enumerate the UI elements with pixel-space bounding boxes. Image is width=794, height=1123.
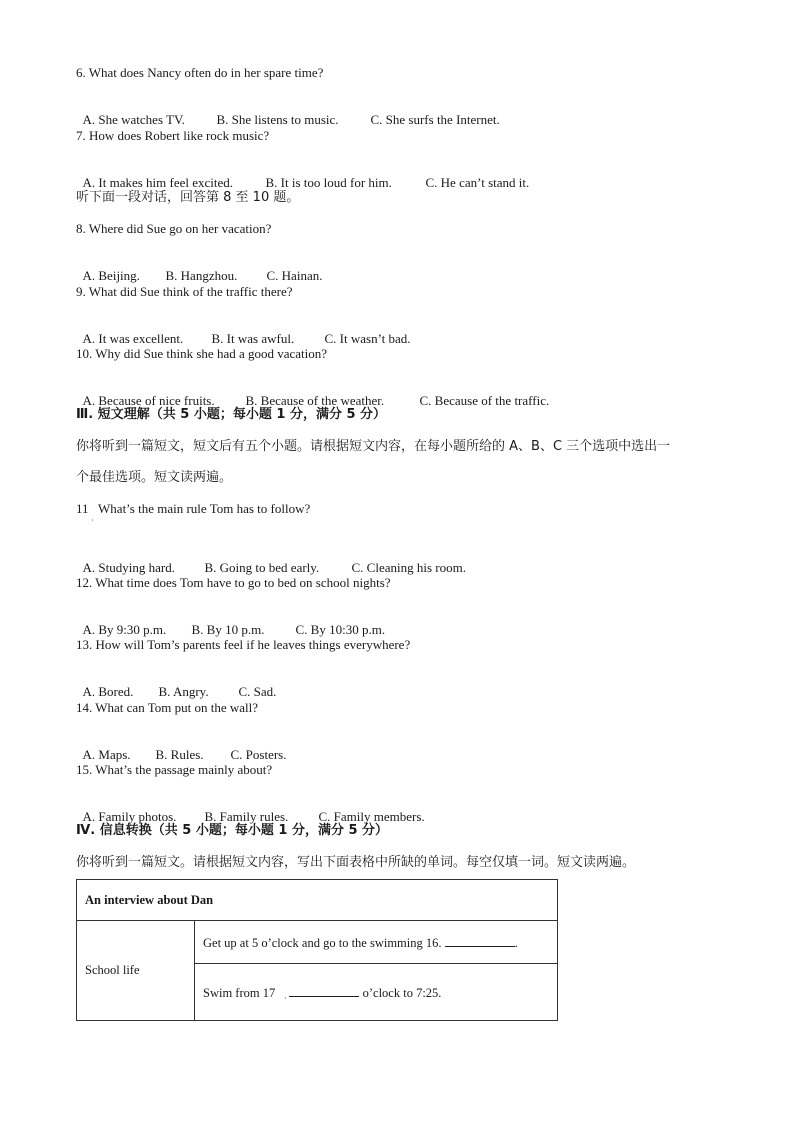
option-b: B. Going to bed early. <box>204 560 320 575</box>
option-b: B. It was awful. <box>211 331 295 346</box>
option-b: B. Rules. <box>155 747 204 762</box>
option-a: A. Studying hard. <box>82 560 175 575</box>
options-13 <box>76 668 276 700</box>
table-cell-17 <box>195 964 558 1021</box>
options-12 <box>76 606 385 638</box>
option-a: A. By 9:30 p.m. <box>82 622 167 637</box>
option-b: B. She listens to music. <box>216 112 339 127</box>
table-cell-17-pre: Swim from 17 <box>203 985 276 1000</box>
table-cell-16-text: Get up at 5 o’clock and go to the swimming 16. <box>203 935 442 950</box>
question-12: 12. What time does Tom have to go to bed on school nights? <box>76 575 391 590</box>
option-c: C. Hainan. <box>266 268 323 283</box>
options-9 <box>76 315 411 347</box>
section-4-intro: 你将听到一篇短文。请根据短文内容，写出下面表格中所缺的单词。每空仅填一词。短文读两遍。 <box>76 855 636 870</box>
question-7: 7. How does Robert like rock music? <box>76 128 270 143</box>
option-a: A. Family photos. <box>82 809 177 824</box>
option-a: A. Because of nice fruits. <box>82 393 215 408</box>
table-cell-17-post: o’clock to 7:25. <box>362 985 442 1000</box>
info-table <box>76 879 558 1021</box>
option-c: C. Posters. <box>230 747 287 762</box>
option-c: C. She surfs the Internet. <box>370 112 500 127</box>
options-7 <box>76 159 529 191</box>
question-11: 11 What’s the main rule Tom has to follow? <box>76 501 311 516</box>
option-c: C. Family members. <box>318 809 425 824</box>
option-a: A. Beijing. <box>82 268 140 283</box>
options-10 <box>76 377 549 409</box>
instruction-8-10: 听下面一段对话，回答第 8 至 10 题。 <box>76 190 300 205</box>
table-cell-16: Get up at 5 o’clock and go to the swimming 16. . <box>195 921 558 964</box>
table-row-label: School life <box>77 921 195 1021</box>
option-c: C. By 10:30 p.m. <box>295 622 386 637</box>
options-14 <box>76 731 286 763</box>
section-3-heading: Ⅲ. 短文理解（共 5 小题；每小题 1 分，满分 5 分） <box>76 407 387 422</box>
section-4-heading: Ⅳ. 信息转换（共 5 小题；每小题 1 分，满分 5 分） <box>76 823 389 838</box>
option-a: A. She watches TV. <box>82 112 185 127</box>
question-15: 15. What’s the passage mainly about? <box>76 762 273 777</box>
option-a: A. Maps. <box>82 747 131 762</box>
emphasis-dot: · <box>284 994 287 1003</box>
question-8: 8. Where did Sue go on her vacation? <box>76 221 272 236</box>
options-8 <box>76 252 322 284</box>
section-3-intro-line1: 你将听到一篇短文，短文后有五个小题。请根据短文内容，在每小题所给的 A、B、C 三个选项中选出一 <box>76 439 671 454</box>
blank-16[interactable] <box>445 934 515 947</box>
option-b: B. It is too loud for him. <box>265 175 392 190</box>
option-c: C. He can’t stand it. <box>425 175 530 190</box>
blank-17[interactable] <box>289 984 359 997</box>
question-14: 14. What can Tom put on the wall? <box>76 700 259 715</box>
options-15 <box>76 793 425 825</box>
option-c: C. It wasn’t bad. <box>324 331 411 346</box>
table-title: An interview about Dan <box>77 880 558 921</box>
option-a: A. It makes him feel excited. <box>82 175 234 190</box>
options-6 <box>76 96 500 128</box>
question-9: 9. What did Sue think of the traffic there? <box>76 284 293 299</box>
option-c: C. Sad. <box>238 684 277 699</box>
option-a: A. It was excellent. <box>82 331 184 346</box>
option-a: A. Bored. <box>82 684 134 699</box>
option-c: C. Cleaning his room. <box>351 560 466 575</box>
option-b: B. By 10 p.m. <box>191 622 265 637</box>
option-b: B. Angry. <box>158 684 209 699</box>
option-c: C. Because of the traffic. <box>419 393 550 408</box>
option-b: B. Because of the weather. <box>245 393 385 408</box>
option-b: B. Hangzhou. <box>165 268 238 283</box>
option-b: B. Family rules. <box>204 809 289 824</box>
question-10: 10. Why did Sue think she had a good vacation? <box>76 346 328 361</box>
question-6: 6. What does Nancy often do in her spare time? <box>76 65 324 80</box>
emphasis-dot: · <box>91 516 94 525</box>
question-13: 13. How will Tom’s parents feel if he leaves things everywhere? <box>76 637 411 652</box>
options-11 <box>76 544 466 576</box>
section-3-intro-line2: 个最佳选项。短文读两遍。 <box>76 470 233 485</box>
